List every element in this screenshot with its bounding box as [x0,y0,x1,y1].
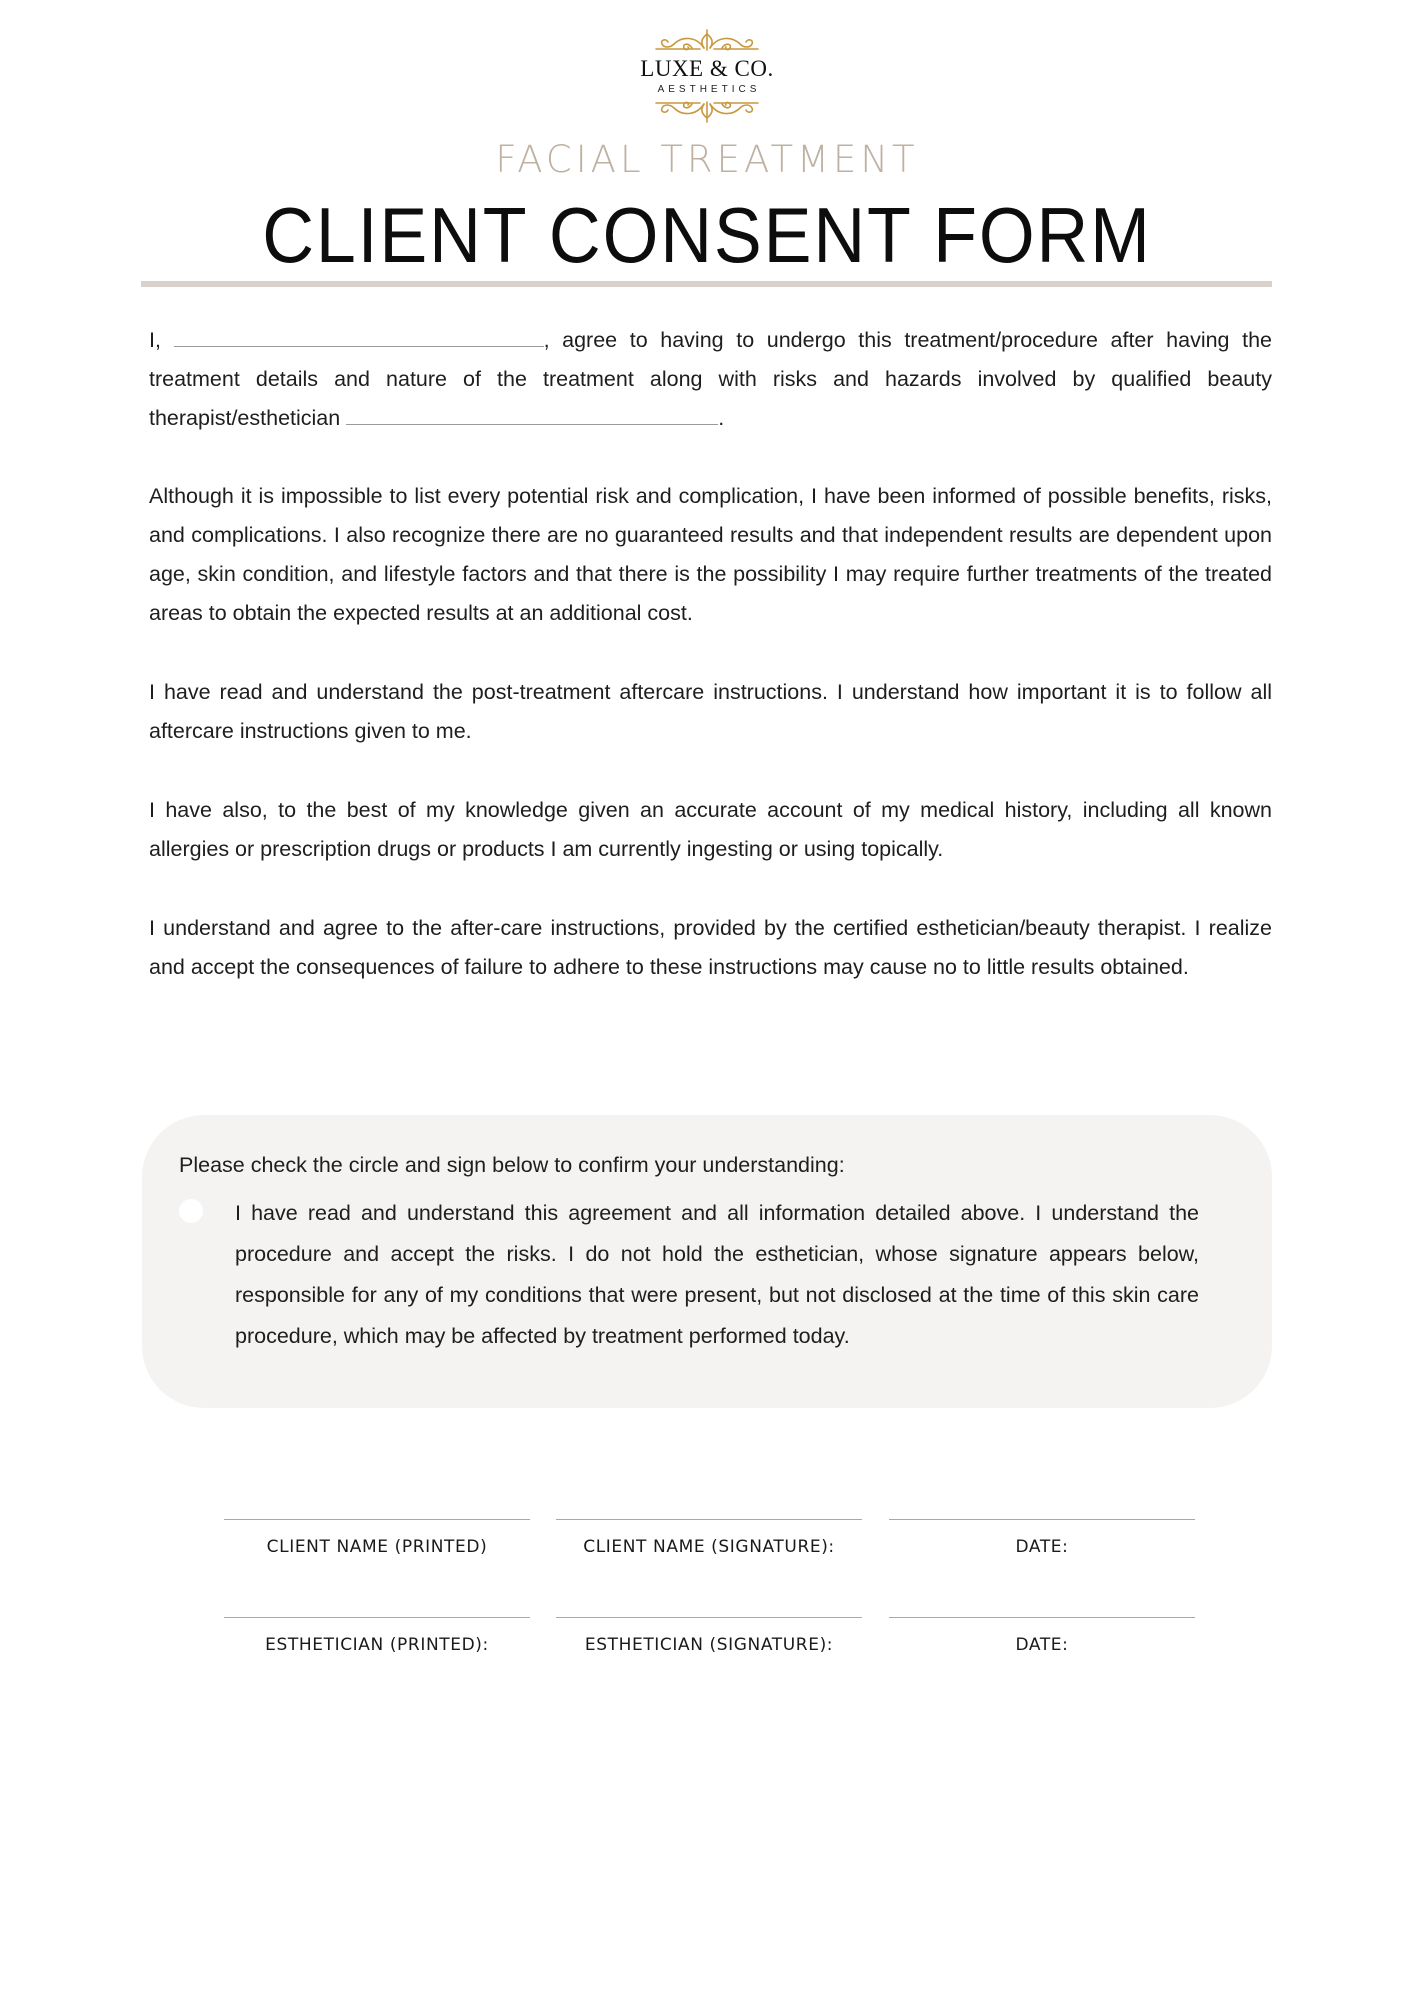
ornament-top-icon [652,28,762,54]
client-signature-field[interactable] [556,1519,862,1558]
p1-suffix: . [718,406,725,430]
esthetician-signature-field[interactable] [556,1617,862,1656]
consent-paragraph-1 [149,321,1272,438]
signature-line [889,1617,1195,1618]
brand-name: LUXE & CO. [640,56,774,81]
consent-paragraph-4: I have also, to the best of my knowledge given an accurate account of my medical history, including all known allergies or prescription drugs or products I am currently ingesting or using topically. [149,798,1272,861]
signature-line [224,1617,530,1618]
confirmation-instruction: Please check the circle and sign below to confirm your understanding: [179,1153,845,1177]
client-name-blank-field[interactable] [174,328,544,347]
consent-paragraph-2: Although it is impossible to list every potential risk and complication, I have been informed of possible benefits, risks, and complications. I also recognize there are no guaranteed results and that independent results are dependent upon age, skin condition, and lifestyle factors and that there is the possibility I may require further treatments of the treated areas to obtain the expected results at an additional cost. [149,484,1272,625]
esthetician-printed-name-field[interactable] [224,1617,530,1656]
client-printed-name-field[interactable] [224,1519,530,1558]
signature-label: DATE: [1015,1635,1069,1655]
agreement-statement: I have read and understand this agreement and all information detailed above. I understand the procedure and accept the risks. I do not hold the esthetician, whose signature appears below, responsible for any of my conditions that were present, but not disclosed at the time of this skin care procedure, which may be affected by treatment performed today. [235,1201,1199,1348]
signature-line [889,1519,1195,1520]
header-divider [141,281,1272,287]
p1-prefix: I, [149,328,174,352]
brand-tagline: AESTHETICS [657,84,761,95]
agreement-radio-circle[interactable] [179,1199,203,1223]
therapist-name-blank-field[interactable] [346,406,718,425]
esthetician-date-field[interactable] [889,1617,1195,1656]
page-title: CLIENT CONSENT FORM [262,191,1152,279]
ornament-bottom-icon [652,98,762,124]
signature-label: CLIENT NAME (SIGNATURE): [583,1537,835,1557]
form-subtitle: FACIAL TREATMENT [495,138,919,181]
p1-middle: , agree to having to undergo this treatment/procedure after having the treatment details and nature of the treatment along with risks and hazards involved by qualified beauty therapist/esthetician [149,328,1272,430]
consent-paragraph-5: I understand and agree to the after-care instructions, provided by the certified esthetician/beauty therapist. I realize and accept the consequences of failure to adhere to these instructions may cause no to little results obtained. [149,916,1272,979]
signature-line [224,1519,530,1520]
signature-label: CLIENT NAME (PRINTED) [266,1537,488,1557]
signature-line [556,1519,862,1520]
confirmation-panel [142,1115,1272,1408]
signature-label: DATE: [1015,1537,1069,1557]
signature-label: ESTHETICIAN (SIGNATURE): [584,1635,834,1655]
client-date-field[interactable] [889,1519,1195,1558]
brand-logo [607,28,807,132]
consent-paragraph-3: I have read and understand the post-treatment aftercare instructions. I understand how important it is to follow all aftercare instructions given to me. [149,680,1272,743]
signature-line [556,1617,862,1618]
signature-label: ESTHETICIAN (PRINTED): [265,1635,489,1655]
